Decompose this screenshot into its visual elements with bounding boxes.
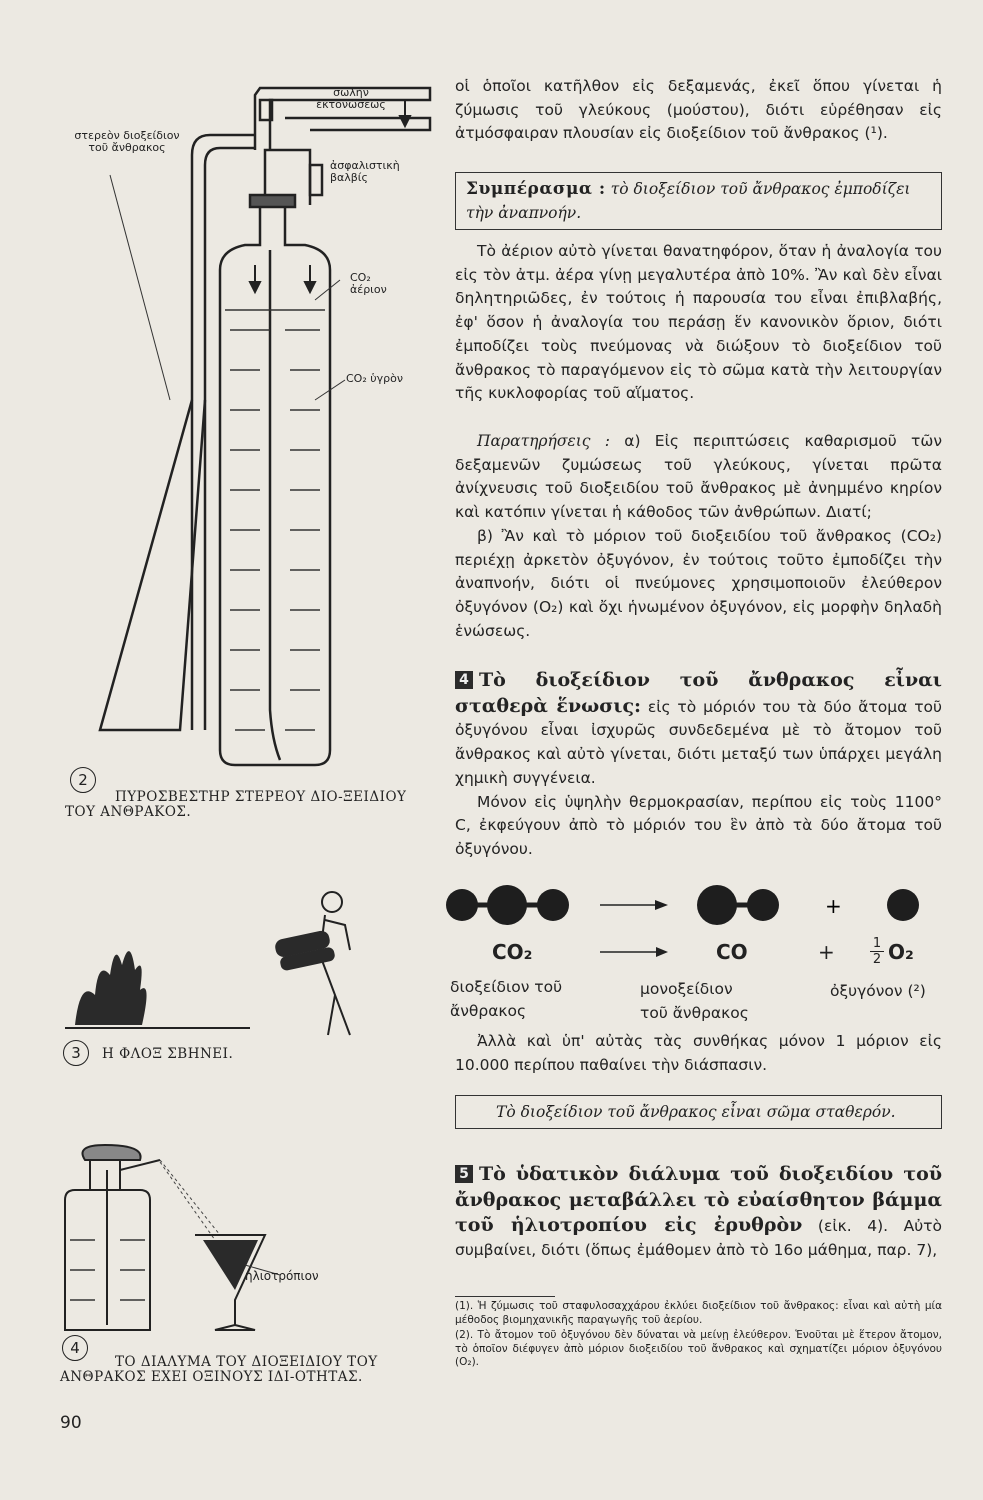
observation-a-text: α) Εἰς περιπτώσεις καθαρισμοῦ τῶν δεξαμενῶν ζυμώσεως τοῦ γλεύκους, γίνεται πρῶτα ἀνίχνευσις τοῦ διοξειδίου τοῦ ἄνθρακος μὲ ἀνημμένο κηρίον καὶ κατόπιν γίνεται ἡ κάθοδος τῶν ἀνθρώπων. Διατί; (455, 432, 942, 522)
section5-text: (εἰκ. 4). Αὐτὸ συμβαίνει, διότι (ὅπως ἐμάθομεν ἀπὸ τὸ 16ο μάθημα, παρ. 7), (455, 1217, 943, 1260)
deadly-paragraph (455, 240, 942, 406)
label-litmus: ἡλιοτρόπιον (245, 1269, 319, 1283)
label-solid-co2: στερεὸν διοξείδιον τοῦ ἄνθρακος (74, 129, 180, 154)
section5-number: 5 (455, 1165, 473, 1183)
fraction-numerator: 1 (870, 936, 884, 952)
label-exhaust-tube: σωλὴν ἐκτονώσεως (316, 86, 386, 111)
name-o2: ὀξυγόνον (²) (830, 982, 926, 1000)
figure4-caption: ΤΟ ΔΙΑΛΥΜΑ ΤΟΥ ΔΙΟΞΕΙΔΙΟΥ ΤΟΥ ΑΝΘΡΑΚΟΣ ΕΧΕΙ ΟΞΙΝΟΥΣ ΙΔΙ-ΟΤΗΤΑΣ. (60, 1354, 378, 1385)
reaction-arrow (600, 940, 670, 964)
reaction-o2: O₂ (888, 940, 914, 964)
figure2-number: 2 (70, 767, 96, 793)
reaction-co: CO (716, 940, 748, 964)
reaction-plus: + (818, 940, 835, 964)
figure4-number: 4 (62, 1335, 88, 1361)
stable-text: Τὸ διοξείδιον τοῦ ἄνθρακος εἶναι σῶμα σταθερόν. (496, 1103, 896, 1121)
page-number: 90 (60, 1413, 82, 1433)
section4-number: 4 (455, 671, 473, 689)
footnote-rule (455, 1296, 555, 1297)
name-co: μονοξείδιον τοῦ ἄνθρακος (640, 980, 749, 1022)
figure3-number: 3 (63, 1040, 89, 1066)
footnotes (455, 1300, 942, 1370)
intro-text: οἱ ὁποῖοι κατῆλθον εἰς δεξαμενάς, ἐκεῖ ὅπου γίνεται ἡ ζύμωσις τοῦ γλεύκους (μούστου), διότι εὑρέθησαν εἰς ἀτμόσφαιραν πλουσίαν εἰς διοξείδιον τοῦ ἄνθρακος (¹). (455, 77, 942, 143)
section4-text2: Μόνον εἰς ὑψηλὴν θερμοκρασίαν, περίπου εἰς τοὺς 1100° C, ἐκφεύγουν ἀπὸ τὸ μόριόν του ἓν ἀπὸ τὰ δύο ἄτομα τοῦ ὀξυγόνου. (455, 792, 942, 858)
intro-paragraph (455, 75, 942, 146)
section5-block (455, 1162, 942, 1263)
name-co2: διοξείδιον τοῦ ἄνθρακος (450, 978, 563, 1020)
reaction-fraction (870, 936, 884, 967)
conclusion-body: τὸ διοξείδιον τοῦ ἄνθρακος ἐμποδίζει τὴν ἀναπνοήν. (466, 180, 911, 222)
section4-block (455, 668, 942, 862)
section4-intro (455, 668, 942, 791)
label-co2-gas: CO₂ ἀέριον (350, 271, 387, 296)
conclusion-text (466, 177, 931, 225)
footnote-1: (1). Ἡ ζύμωσις τοῦ σταφυλοσαχχάρου ἐκλύει διοξείδιον τοῦ ἄνθρακος: εἶναι καὶ αὐτὴ μία μέθοδος βιομηχανικῆς παραγωγῆς τοῦ ἀερίου. (455, 1300, 942, 1326)
section5-heading: Τὸ ὑδατικὸν διάλυμα τοῦ διοξειδίου τοῦ ἄνθρακος μεταβάλλει τὸ εὐαίσθητον βάμμα τοῦ ἡλιοτροπίου εἰς ἐρυθρὸν (455, 1163, 942, 1237)
observation-a (455, 430, 942, 525)
footnote-2: (2). Τὸ ἄτομον τοῦ ὀξυγόνου δὲν δύναται νὰ μείνῃ ἐλεύθερον. Ἑνοῦται μὲ ἕτερον ἄτομον, τὸ ὁποῖον διέφυγεν ἀπὸ μόριον διοξειδίου τοῦ ἄνθρακος καὶ σχηματίζει μόριον ὀξυγόνου (O₂). (455, 1329, 942, 1368)
stable-box (455, 1095, 942, 1129)
section5-intro (455, 1162, 942, 1263)
label-co2-liquid: CO₂ ὑγρὸν (346, 372, 403, 385)
molecule-diagram (440, 880, 940, 930)
conclusion-label: Συμπέρασμα : (466, 179, 606, 199)
label-safety-valve: ἀσφαλιστικὴ βαλβίς (330, 159, 400, 184)
svg-text:+: + (825, 894, 842, 918)
section4-text: εἰς τὸ μόριόν του τὰ δύο ἄτομα τοῦ ὀξυγόνου εἶναι ἰσχυρῶς συνδεδεμένα μὲ τὸ ἄτομον τοῦ ἄνθρακος καὶ αὐτὸ γίνεται, διότι μεταξύ των ὑπάρχει μεγάλη χημικὴ συγγένεια. (455, 697, 942, 787)
conclusion-box (455, 172, 942, 230)
split-paragraph (455, 1030, 942, 1077)
figure3-caption: Η ΦΛΟΞ ΣΒΗΝΕΙ. (102, 1046, 234, 1062)
observation-b: β) Ἂν καὶ τὸ μόριον τοῦ διοξειδίου τοῦ ἄνθρακος (CO₂) περιέχῃ ἀρκετὸν ὀξυγόνον, ἐν τούτοις τοῦτο ἐμποδίζει τὴν ἀναπνοήν, διότι οἱ πνεύμονες χρησιμοποιοῦν ἐλεύθερον ὀξυγόνον (O₂) καὶ ὄχι ἡνωμένον ὀξυγόνον, εἰς μορφὴν δηλαδὴ ἑνώσεως. (455, 526, 942, 640)
section4-heading: Τὸ διοξείδιον τοῦ ἄνθρακος εἶναι σταθερὰ ἕνωσις: (455, 669, 942, 717)
figure2-caption: ΠΥΡΟΣΒΕΣΤΗΡ ΣΤΕΡΕΟΥ ΔΙΟ-ΞΕΙΔΙΟΥ ΤΟΥ ΑΝΘΡΑΚΟΣ. (65, 789, 407, 820)
siphon-and-glass-illustration (55, 1140, 355, 1340)
reaction-co2: CO₂ (492, 940, 533, 964)
observations-block (455, 430, 942, 643)
deadly-text: Τὸ ἀέριον αὐτὸ γίνεται θανατηφόρον, ὅταν ἡ ἀναλογία του εἰς τὸν ἀτμ. ἀέρα γίνῃ μεγαλυτέρα ἀπὸ 10%. Ἂν καὶ δὲν εἶναι δηλητηριῶδες, ἐν τούτοις ἡ παρουσία του εἶναι ἐπιβλαβής, ἐφ' ὅσον ἡ ἀναλογία του περάσῃ ἕν κανονικὸν ὅριον, διότι ἐμποδίζει τοὺς πνεύμονας νὰ διώξουν τὸ διοξείδιον τοῦ ἄνθρακος τὸ παραγόμενον εἰς τὸ σῶμα κατὰ τὴν λειτουργίαν τῆς κυκλοφορίας τοῦ αἵματος. (455, 242, 942, 403)
fraction-denominator: 2 (872, 952, 882, 967)
split-text: Ἀλλὰ καὶ ὑπ' αὐτὰς τὰς συνθήκας μόνον 1 μόριον εἰς 10.000 περίπου παθαίνει τὴν διάσπασιν. (455, 1032, 942, 1074)
observations-label: Παρατηρήσεις : (477, 432, 610, 450)
fire-and-man-illustration (60, 880, 440, 1040)
